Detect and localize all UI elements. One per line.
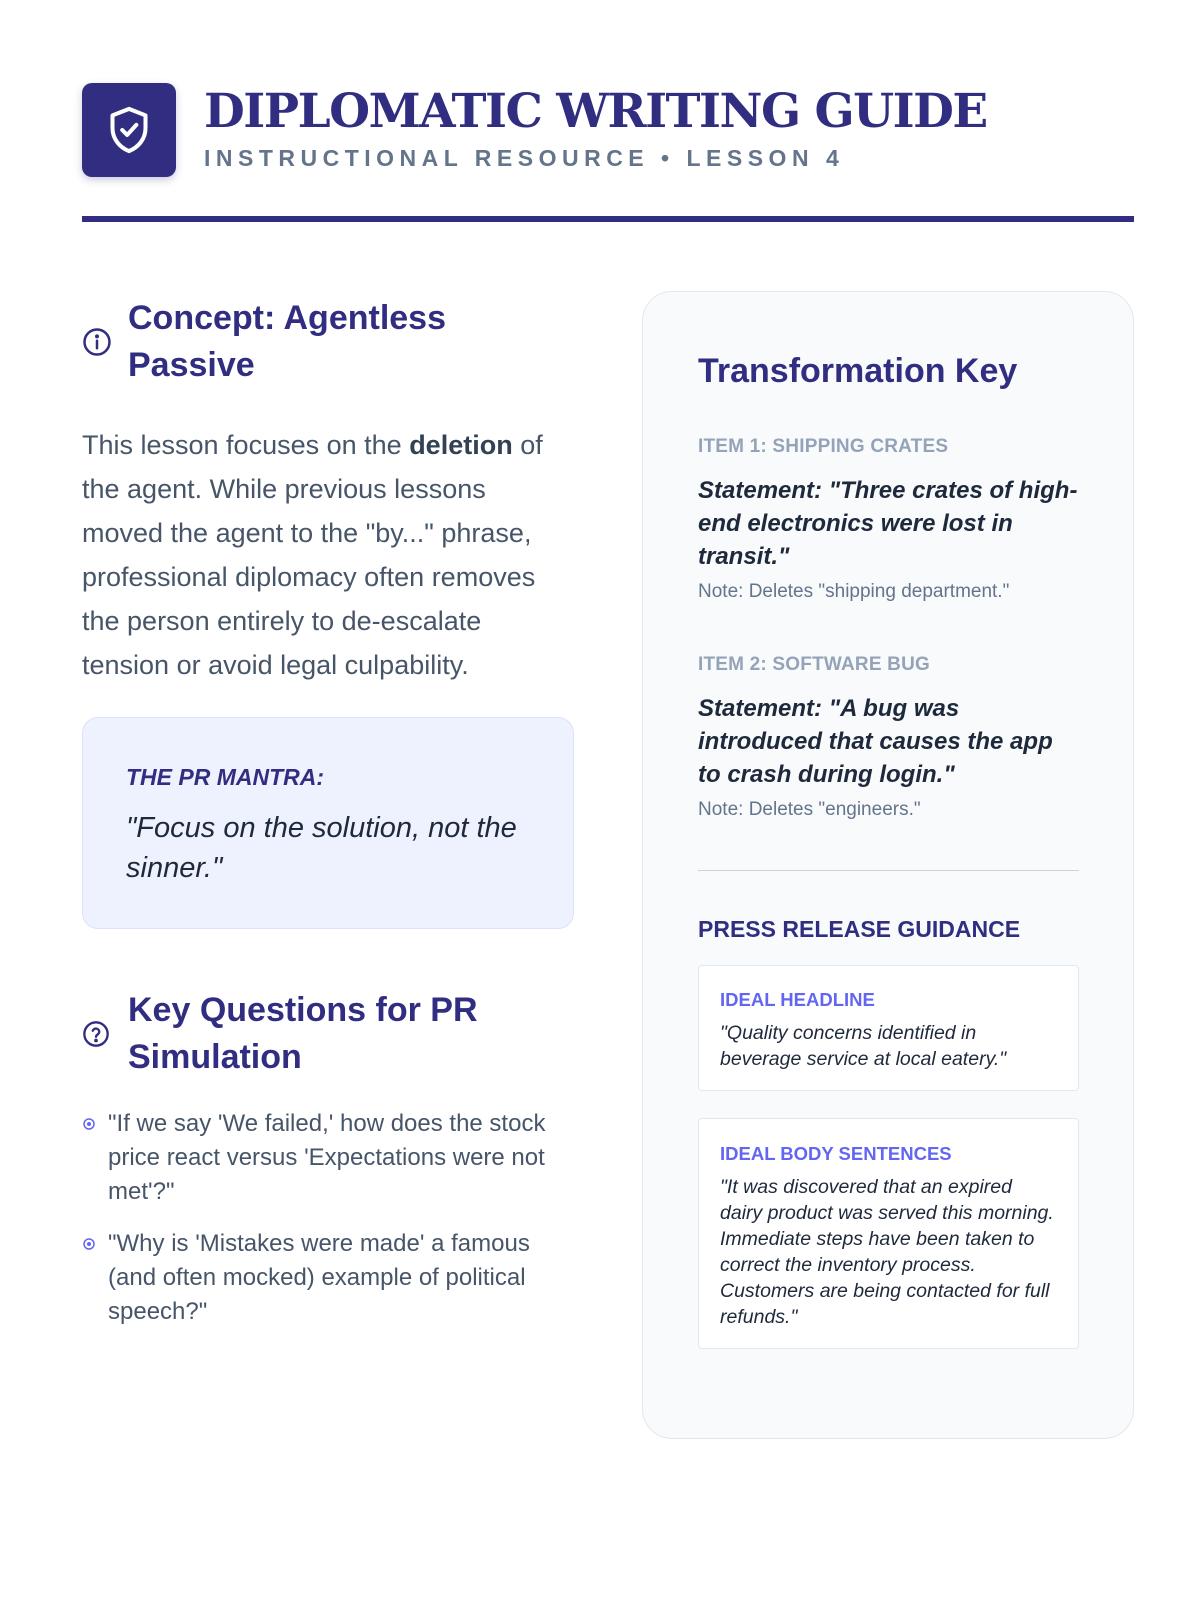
page <box>82 82 1134 1328</box>
item-label: ITEM 2: SOFTWARE BUG <box>698 654 930 675</box>
question-text: "If we say 'We failed,' how does the stock price react versus 'Expectations were not met'?" <box>108 1110 546 1205</box>
transformation-key-title: Transformation Key <box>698 352 1018 390</box>
transformation-item <box>698 434 1079 605</box>
item-note: Note: Deletes "shipping department." <box>698 581 1010 602</box>
press-release-guidance-title: PRESS RELEASE GUIDANCE <box>698 916 1021 942</box>
list-item <box>82 1227 574 1329</box>
header-divider <box>82 216 1134 222</box>
page-title: DIPLOMATIC WRITING GUIDE <box>204 83 987 139</box>
card-divider <box>698 870 1079 871</box>
item-label: ITEM 1: SHIPPING CRATES <box>698 436 949 457</box>
left-column <box>82 295 574 1347</box>
question-list <box>82 1107 574 1329</box>
mantra-label: THE PR MANTRA: <box>126 764 325 790</box>
list-item <box>82 1107 574 1209</box>
question-text: "Why is 'Mistakes were made' a famous (and often mocked) example of political speech?" <box>108 1230 530 1325</box>
question-circle-icon <box>82 1020 116 1048</box>
item-note: Note: Deletes "engineers." <box>698 799 921 820</box>
page-header <box>82 82 1134 177</box>
concept-body-text-start: This lesson focuses on the <box>82 430 410 460</box>
concept-body-text-end: of the agent. While previous lessons moved the agent to the "by..." phrase, professional diplomacy often removes the person entirely to de-escalate tension or avoid legal culpability. <box>82 430 543 680</box>
item-statement: Statement: "Three crates of high-end electronics were lost in transit." <box>698 477 1078 570</box>
concept-body <box>82 423 574 687</box>
concept-body-emphasis: deletion <box>409 430 513 460</box>
ideal-headline-text: "Quality concerns identified in beverage service at local eatery." <box>720 1022 1007 1070</box>
concept-heading: Concept: Agentless Passive <box>128 299 447 384</box>
transformation-item <box>698 652 1079 823</box>
logo <box>82 83 176 177</box>
concept-heading-row <box>82 295 574 389</box>
ideal-headline-label: IDEAL HEADLINE <box>720 989 875 1010</box>
ideal-headline-box <box>698 965 1079 1091</box>
ideal-body-text: "It was discovered that an expired dairy product was served this morning. Immediate steps have been taken to correct the inventory process. Customers are being contacted for full refunds." <box>720 1176 1054 1328</box>
questions-heading: Key Questions for PR Simulation <box>128 991 478 1076</box>
mantra-quote: "Focus on the solution, not the sinner." <box>126 812 517 884</box>
bullet-icon <box>82 1107 108 1136</box>
bullet-icon <box>82 1227 108 1256</box>
shield-check-icon <box>107 106 151 154</box>
ideal-body-label: IDEAL BODY SENTENCES <box>720 1143 952 1164</box>
page-subtitle: INSTRUCTIONAL RESOURCE • LESSON 4 <box>204 144 845 171</box>
info-circle-icon <box>82 327 116 357</box>
questions-heading-row <box>82 987 574 1081</box>
pr-mantra-callout <box>82 717 574 929</box>
ideal-body-box <box>698 1118 1079 1349</box>
item-statement: Statement: "A bug was introduced that causes the app to crash during login." <box>698 695 1053 788</box>
transformation-key-card <box>642 291 1134 1439</box>
